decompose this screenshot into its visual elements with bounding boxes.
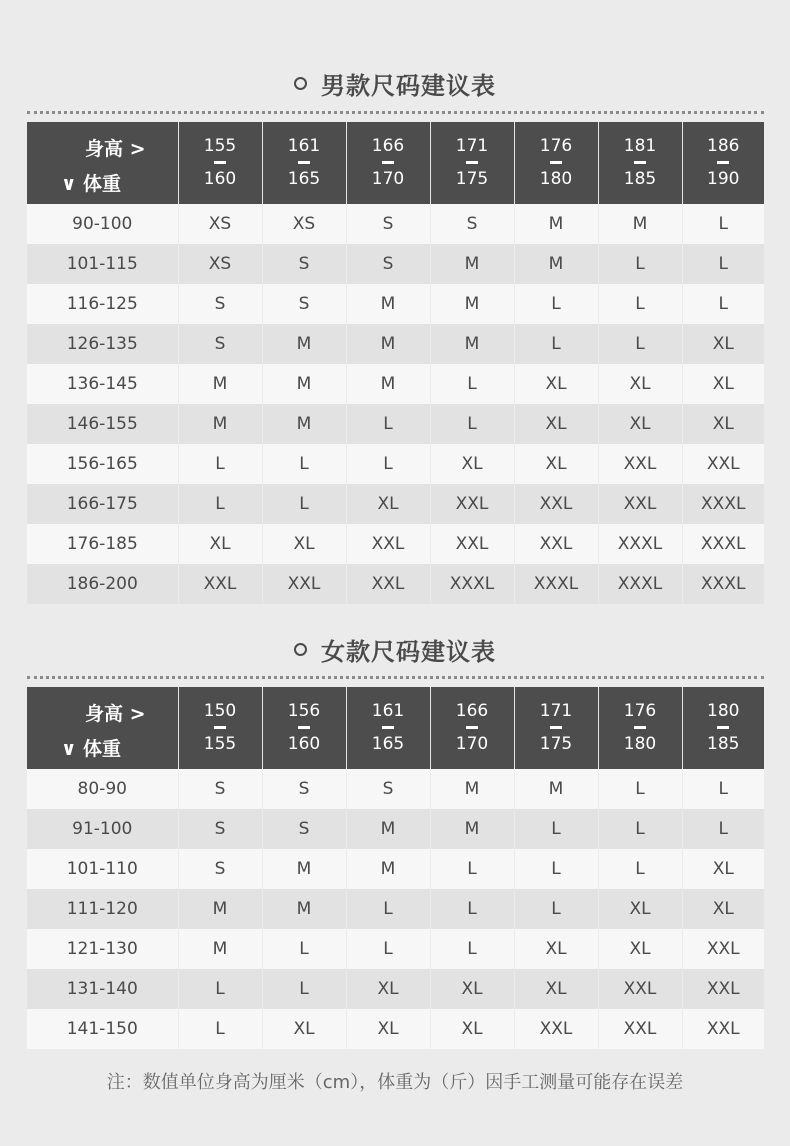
size-cell: XXXL <box>598 524 682 564</box>
size-cell: XXXL <box>598 564 682 604</box>
size-cell: XXL <box>598 969 682 1009</box>
weight-range-cell: 90-100 <box>27 204 178 244</box>
size-cell: L <box>598 809 682 849</box>
size-cell: M <box>262 404 346 444</box>
size-cell: XL <box>430 969 514 1009</box>
weight-range-cell: 141-150 <box>27 1009 178 1049</box>
size-cell: XL <box>682 889 764 929</box>
weight-axis-label: ∨ 体重 <box>61 173 122 195</box>
women-size-table <box>27 687 764 1049</box>
table-row <box>27 244 764 284</box>
size-cell: M <box>262 889 346 929</box>
size-cell: M <box>346 849 430 889</box>
size-cell: XL <box>598 929 682 969</box>
size-cell: M <box>430 324 514 364</box>
size-cell: M <box>514 244 598 284</box>
size-cell: XXL <box>430 484 514 524</box>
header-corner <box>27 687 178 769</box>
table-row <box>27 769 764 809</box>
size-cell: L <box>598 244 682 284</box>
height-range-header: 171 175 <box>430 122 514 204</box>
height-range-header: 161 165 <box>262 122 346 204</box>
size-cell: XL <box>682 849 764 889</box>
size-cell: XL <box>682 324 764 364</box>
table-row <box>27 324 764 364</box>
size-cell: XS <box>178 244 262 284</box>
size-cell: XL <box>514 444 598 484</box>
circle-bullet-icon <box>294 77 307 90</box>
table-row <box>27 404 764 444</box>
weight-range-cell: 111-120 <box>27 889 178 929</box>
table-header-row <box>27 687 764 769</box>
size-cell: M <box>178 364 262 404</box>
size-cell: XS <box>262 204 346 244</box>
size-cell: S <box>178 284 262 324</box>
height-range-header: 166 170 <box>430 687 514 769</box>
size-cell: S <box>178 809 262 849</box>
height-range-header: 176 180 <box>514 122 598 204</box>
table-row <box>27 889 764 929</box>
size-cell: XL <box>598 364 682 404</box>
table-row <box>27 809 764 849</box>
size-cell: L <box>514 889 598 929</box>
size-cell: L <box>178 444 262 484</box>
height-range-header: 171 175 <box>514 687 598 769</box>
size-cell: XXL <box>598 484 682 524</box>
table-row <box>27 969 764 1009</box>
size-cell: XXL <box>178 564 262 604</box>
size-cell: XL <box>514 929 598 969</box>
weight-range-cell: 80-90 <box>27 769 178 809</box>
men-size-chart-title <box>0 66 790 101</box>
size-cell: L <box>430 364 514 404</box>
size-cell: S <box>262 244 346 284</box>
table-row <box>27 284 764 324</box>
size-cell: XXXL <box>682 524 764 564</box>
size-cell: XXXL <box>514 564 598 604</box>
weight-range-cell: 91-100 <box>27 809 178 849</box>
height-range-header: 181 185 <box>598 122 682 204</box>
size-cell: M <box>178 889 262 929</box>
size-cell: XL <box>514 969 598 1009</box>
size-cell: XL <box>346 484 430 524</box>
size-cell: L <box>262 484 346 524</box>
size-cell: XL <box>346 1009 430 1049</box>
size-cell: M <box>430 284 514 324</box>
size-cell: S <box>262 769 346 809</box>
men-size-table <box>27 122 764 604</box>
size-cell: L <box>430 404 514 444</box>
size-cell: XXL <box>598 444 682 484</box>
size-cell: S <box>430 204 514 244</box>
size-cell: L <box>682 284 764 324</box>
height-range-header: 186 190 <box>682 122 764 204</box>
size-cell: XL <box>514 364 598 404</box>
size-cell: XL <box>430 1009 514 1049</box>
size-cell: XXL <box>514 1009 598 1049</box>
size-cell: XXXL <box>682 564 764 604</box>
size-cell: L <box>682 204 764 244</box>
size-cell: XL <box>514 404 598 444</box>
weight-range-cell: 166-175 <box>27 484 178 524</box>
height-axis-label: 身高 > <box>85 703 146 725</box>
size-cell: XL <box>682 364 764 404</box>
size-cell: M <box>178 404 262 444</box>
size-cell: L <box>178 969 262 1009</box>
size-cell: L <box>178 484 262 524</box>
men-table-body <box>27 204 764 604</box>
table-row <box>27 564 764 604</box>
size-cell: XXL <box>346 564 430 604</box>
size-cell: M <box>346 364 430 404</box>
size-cell: S <box>346 769 430 809</box>
size-cell: XL <box>598 889 682 929</box>
size-cell: M <box>262 324 346 364</box>
size-cell: S <box>346 244 430 284</box>
weight-range-cell: 156-165 <box>27 444 178 484</box>
weight-range-cell: 131-140 <box>27 969 178 1009</box>
size-cell: L <box>346 929 430 969</box>
size-cell: M <box>430 809 514 849</box>
size-cell: XL <box>430 444 514 484</box>
size-cell: L <box>346 889 430 929</box>
size-cell: L <box>430 929 514 969</box>
size-cell: L <box>598 849 682 889</box>
size-cell: L <box>262 969 346 1009</box>
size-cell: L <box>178 1009 262 1049</box>
size-cell: L <box>514 284 598 324</box>
weight-range-cell: 146-155 <box>27 404 178 444</box>
size-cell: L <box>346 444 430 484</box>
size-cell: L <box>346 404 430 444</box>
size-cell: L <box>598 769 682 809</box>
size-cell: L <box>430 849 514 889</box>
size-cell: L <box>682 244 764 284</box>
weight-axis-label: ∨ 体重 <box>61 738 122 760</box>
size-cell: M <box>430 769 514 809</box>
size-cell: L <box>598 324 682 364</box>
table-row <box>27 484 764 524</box>
height-range-header: 176 180 <box>598 687 682 769</box>
women-size-chart-title <box>0 632 790 667</box>
size-cell: S <box>262 809 346 849</box>
women-table-body <box>27 769 764 1049</box>
size-cell: XXL <box>262 564 346 604</box>
size-cell: XXL <box>682 929 764 969</box>
weight-range-cell: 186-200 <box>27 564 178 604</box>
size-cell: XXL <box>514 484 598 524</box>
height-range-header: 150 155 <box>178 687 262 769</box>
size-cell: M <box>262 364 346 404</box>
weight-range-cell: 121-130 <box>27 929 178 969</box>
height-range-header: 180 185 <box>682 687 764 769</box>
size-cell: XXL <box>430 524 514 564</box>
weight-range-cell: 176-185 <box>27 524 178 564</box>
size-cell: XXXL <box>430 564 514 604</box>
size-cell: L <box>598 284 682 324</box>
size-cell: S <box>178 769 262 809</box>
size-cell: S <box>178 324 262 364</box>
table-header-row <box>27 122 764 204</box>
size-cell: M <box>514 769 598 809</box>
size-cell: XXL <box>682 1009 764 1049</box>
size-cell: M <box>346 324 430 364</box>
table-row <box>27 1009 764 1049</box>
size-cell: L <box>514 849 598 889</box>
table-row <box>27 929 764 969</box>
size-cell: L <box>262 929 346 969</box>
size-cell: XXL <box>514 524 598 564</box>
size-cell: XXL <box>598 1009 682 1049</box>
size-cell: XXL <box>682 969 764 1009</box>
circle-bullet-icon <box>294 643 307 656</box>
size-cell: XL <box>598 404 682 444</box>
men-title-text: 男款尺码建议表 <box>321 72 496 100</box>
table-row <box>27 849 764 889</box>
weight-range-cell: 136-145 <box>27 364 178 404</box>
dotted-divider <box>27 676 764 679</box>
size-cell: L <box>514 324 598 364</box>
size-cell: M <box>262 849 346 889</box>
size-cell: L <box>430 889 514 929</box>
weight-range-cell: 101-110 <box>27 849 178 889</box>
size-cell: XL <box>346 969 430 1009</box>
header-corner <box>27 122 178 204</box>
size-cell: XL <box>262 524 346 564</box>
size-cell: M <box>346 284 430 324</box>
size-cell: XL <box>178 524 262 564</box>
weight-range-cell: 101-115 <box>27 244 178 284</box>
table-row <box>27 364 764 404</box>
size-cell: L <box>262 444 346 484</box>
women-title-text: 女款尺码建议表 <box>321 638 496 666</box>
table-row <box>27 204 764 244</box>
size-cell: L <box>682 809 764 849</box>
size-cell: M <box>514 204 598 244</box>
size-cell: L <box>514 809 598 849</box>
measurement-note: 注：数值单位身高为厘米（cm），体重为（斤）因手工测量可能存在误差 <box>106 1072 684 1093</box>
size-cell: XL <box>682 404 764 444</box>
size-cell: XXL <box>682 444 764 484</box>
height-range-header: 155 160 <box>178 122 262 204</box>
size-cell: XXXL <box>682 484 764 524</box>
dotted-divider <box>27 111 764 114</box>
size-cell: M <box>598 204 682 244</box>
height-range-header: 156 160 <box>262 687 346 769</box>
size-cell: XXL <box>346 524 430 564</box>
table-row <box>27 524 764 564</box>
table-row <box>27 444 764 484</box>
weight-range-cell: 126-135 <box>27 324 178 364</box>
size-cell: M <box>430 244 514 284</box>
height-range-header: 161 165 <box>346 687 430 769</box>
size-cell: M <box>346 809 430 849</box>
size-cell: XL <box>262 1009 346 1049</box>
size-cell: L <box>682 769 764 809</box>
size-cell: XS <box>178 204 262 244</box>
weight-range-cell: 116-125 <box>27 284 178 324</box>
height-axis-label: 身高 > <box>85 138 146 160</box>
size-cell: S <box>178 849 262 889</box>
size-cell: M <box>178 929 262 969</box>
size-cell: S <box>262 284 346 324</box>
size-cell: S <box>346 204 430 244</box>
height-range-header: 166 170 <box>346 122 430 204</box>
